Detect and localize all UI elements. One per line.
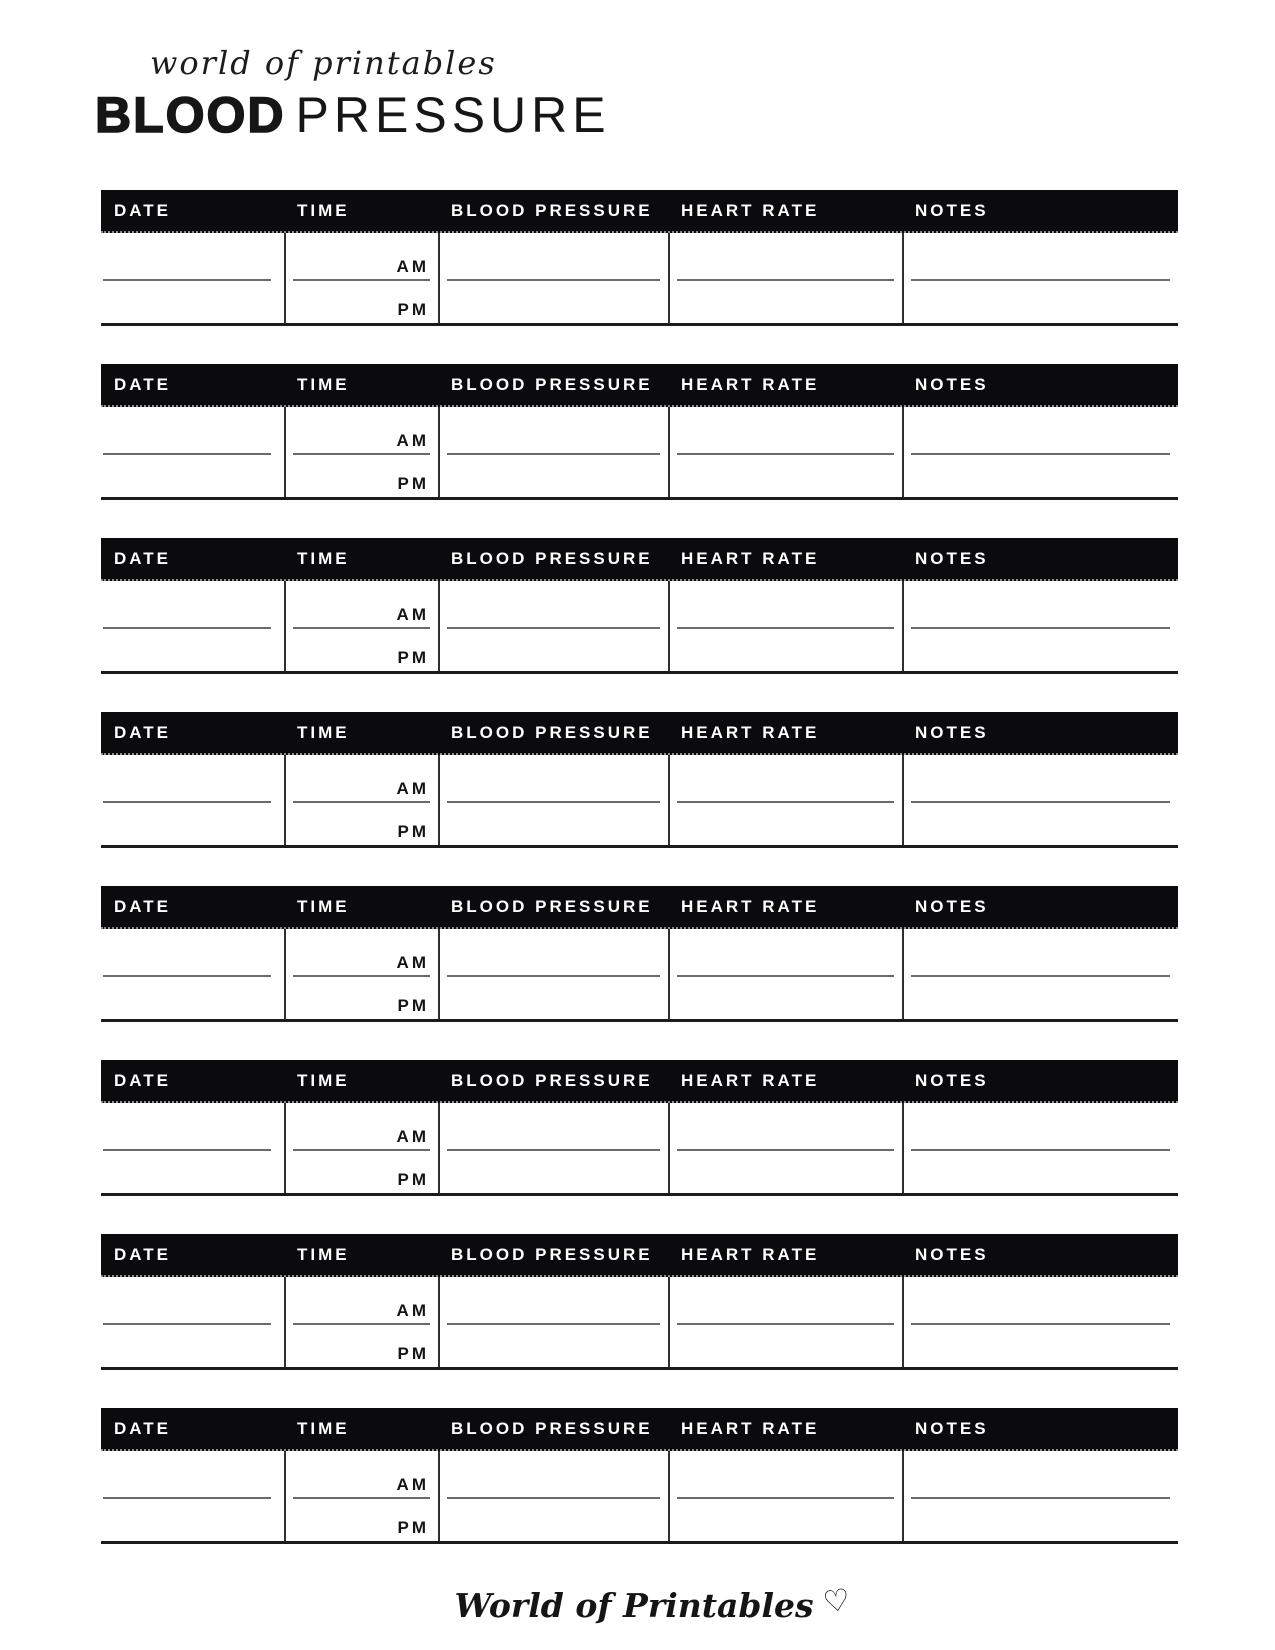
date-field-pm[interactable] xyxy=(101,280,284,323)
column-header-notes: NOTES xyxy=(915,200,989,220)
column-header-notes: NOTES xyxy=(915,722,989,742)
notes-column xyxy=(902,929,1178,1019)
blood-pressure-field-pm[interactable] xyxy=(440,976,668,1019)
notes-field-am[interactable] xyxy=(904,1277,1178,1324)
date-column xyxy=(101,1277,284,1367)
time-field-am[interactable] xyxy=(286,1103,438,1150)
notes-field-pm[interactable] xyxy=(904,1498,1178,1541)
heart-rate-field-am[interactable] xyxy=(670,581,902,628)
date-field-pm[interactable] xyxy=(101,1498,284,1541)
notes-field-am[interactable] xyxy=(904,1103,1178,1150)
heart-rate-field-am[interactable] xyxy=(670,1451,902,1498)
column-header-date: DATE xyxy=(114,1070,172,1090)
column-header-date: DATE xyxy=(114,722,172,742)
blood-pressure-field-pm[interactable] xyxy=(440,628,668,671)
blood-pressure-field-pm[interactable] xyxy=(440,1498,668,1541)
date-column xyxy=(101,581,284,671)
heart-rate-field-pm[interactable] xyxy=(670,1324,902,1367)
notes-field-pm[interactable] xyxy=(904,1324,1178,1367)
pm-label: PM xyxy=(397,1518,429,1537)
heart-rate-field-am[interactable] xyxy=(670,1103,902,1150)
time-field-am[interactable] xyxy=(286,407,438,454)
notes-column xyxy=(902,1103,1178,1193)
blood-pressure-column xyxy=(438,929,668,1019)
heart-rate-column xyxy=(668,1103,902,1193)
time-field-pm[interactable] xyxy=(286,628,438,671)
column-header-time: TIME xyxy=(297,896,350,916)
time-column xyxy=(284,581,438,671)
time-column xyxy=(284,233,438,323)
brand-script-logo: world of printables xyxy=(150,44,497,82)
am-label: AM xyxy=(396,779,429,798)
block-body xyxy=(101,1277,1178,1367)
time-column xyxy=(284,407,438,497)
blood-pressure-field-am[interactable] xyxy=(440,233,668,280)
date-field-pm[interactable] xyxy=(101,628,284,671)
heart-rate-column xyxy=(668,755,902,845)
block-body xyxy=(101,407,1178,497)
blood-pressure-field-am[interactable] xyxy=(440,1277,668,1324)
notes-field-am[interactable] xyxy=(904,929,1178,976)
column-header-time: TIME xyxy=(297,548,350,568)
pm-label: PM xyxy=(397,474,429,493)
column-header-blood-pressure: BLOOD PRESSURE xyxy=(451,1244,653,1264)
notes-field-am[interactable] xyxy=(904,581,1178,628)
column-header-date: DATE xyxy=(114,200,172,220)
blood-pressure-field-am[interactable] xyxy=(440,755,668,802)
block-header-bar xyxy=(101,364,1178,407)
column-header-blood-pressure: BLOOD PRESSURE xyxy=(451,1418,653,1438)
date-column xyxy=(101,1103,284,1193)
heart-rate-field-am[interactable] xyxy=(670,407,902,454)
date-field-am[interactable] xyxy=(101,1103,284,1150)
am-label: AM xyxy=(396,257,429,276)
block-body xyxy=(101,755,1178,845)
column-header-notes: NOTES xyxy=(915,896,989,916)
block-body xyxy=(101,581,1178,671)
pm-label: PM xyxy=(397,1170,429,1189)
heart-rate-column xyxy=(668,581,902,671)
time-column xyxy=(284,929,438,1019)
date-field-pm[interactable] xyxy=(101,1324,284,1367)
date-column xyxy=(101,929,284,1019)
date-field-am[interactable] xyxy=(101,929,284,976)
am-label: AM xyxy=(396,1475,429,1494)
date-field-pm[interactable] xyxy=(101,976,284,1019)
pm-label: PM xyxy=(397,996,429,1015)
time-field-am[interactable] xyxy=(286,1451,438,1498)
log-blocks-container xyxy=(101,190,1178,1582)
block-header-bar xyxy=(101,1234,1178,1277)
blood-pressure-field-am[interactable] xyxy=(440,1451,668,1498)
notes-field-pm[interactable] xyxy=(904,1150,1178,1193)
column-header-blood-pressure: BLOOD PRESSURE xyxy=(451,374,653,394)
heart-rate-field-pm[interactable] xyxy=(670,454,902,497)
column-header-date: DATE xyxy=(114,1418,172,1438)
heart-rate-field-pm[interactable] xyxy=(670,628,902,671)
blood-pressure-field-pm[interactable] xyxy=(440,1324,668,1367)
blood-pressure-field-am[interactable] xyxy=(440,581,668,628)
column-header-date: DATE xyxy=(114,374,172,394)
column-header-blood-pressure: BLOOD PRESSURE xyxy=(451,896,653,916)
column-header-notes: NOTES xyxy=(915,1070,989,1090)
column-header-notes: NOTES xyxy=(915,548,989,568)
column-header-heart-rate: HEART RATE xyxy=(681,896,820,916)
heart-rate-field-pm[interactable] xyxy=(670,1150,902,1193)
time-column xyxy=(284,1277,438,1367)
column-header-notes: NOTES xyxy=(915,1418,989,1438)
time-field-pm[interactable] xyxy=(286,1498,438,1541)
column-header-date: DATE xyxy=(114,548,172,568)
block-body xyxy=(101,929,1178,1019)
blood-pressure-column xyxy=(438,1103,668,1193)
blood-pressure-field-pm[interactable] xyxy=(440,280,668,323)
blood-pressure-column xyxy=(438,1451,668,1541)
column-header-blood-pressure: BLOOD PRESSURE xyxy=(451,200,653,220)
column-header-notes: NOTES xyxy=(915,1244,989,1264)
column-header-notes: NOTES xyxy=(915,374,989,394)
heart-rate-field-am[interactable] xyxy=(670,755,902,802)
notes-field-pm[interactable] xyxy=(904,802,1178,845)
heart-rate-field-pm[interactable] xyxy=(670,802,902,845)
block-header-bar xyxy=(101,538,1178,581)
notes-column xyxy=(902,755,1178,845)
am-label: AM xyxy=(396,1301,429,1320)
footer-logo xyxy=(0,1582,1275,1625)
time-field-am[interactable] xyxy=(286,755,438,802)
time-column xyxy=(284,755,438,845)
time-field-pm[interactable] xyxy=(286,1324,438,1367)
blood-pressure-field-pm[interactable] xyxy=(440,1150,668,1193)
bp-log-block xyxy=(101,1060,1178,1196)
am-label: AM xyxy=(396,953,429,972)
pm-label: PM xyxy=(397,300,429,319)
bp-log-block xyxy=(101,190,1178,326)
heart-rate-column xyxy=(668,1451,902,1541)
bp-log-block xyxy=(101,1408,1178,1544)
column-header-time: TIME xyxy=(297,200,350,220)
am-label: AM xyxy=(396,605,429,624)
page-title xyxy=(95,87,611,143)
heart-rate-column xyxy=(668,233,902,323)
time-field-am[interactable] xyxy=(286,929,438,976)
bp-log-block xyxy=(101,886,1178,1022)
column-header-heart-rate: HEART RATE xyxy=(681,200,820,220)
time-column xyxy=(284,1103,438,1193)
blood-pressure-field-am[interactable] xyxy=(440,1103,668,1150)
title-word-pressure: PRESSURE xyxy=(295,87,611,143)
notes-field-pm[interactable] xyxy=(904,628,1178,671)
blood-pressure-field-am[interactable] xyxy=(440,929,668,976)
heart-rate-column xyxy=(668,407,902,497)
notes-field-am[interactable] xyxy=(904,407,1178,454)
column-header-date: DATE xyxy=(114,1244,172,1264)
blood-pressure-field-pm[interactable] xyxy=(440,802,668,845)
column-header-heart-rate: HEART RATE xyxy=(681,374,820,394)
date-field-pm[interactable] xyxy=(101,802,284,845)
time-field-am[interactable] xyxy=(286,1277,438,1324)
column-header-time: TIME xyxy=(297,722,350,742)
blood-pressure-column xyxy=(438,755,668,845)
column-header-time: TIME xyxy=(297,1244,350,1264)
bp-log-block xyxy=(101,364,1178,500)
bp-log-block xyxy=(101,712,1178,848)
heart-rate-column xyxy=(668,929,902,1019)
block-header-bar xyxy=(101,1408,1178,1451)
notes-field-pm[interactable] xyxy=(904,280,1178,323)
pm-label: PM xyxy=(397,1344,429,1363)
blood-pressure-column xyxy=(438,581,668,671)
notes-field-am[interactable] xyxy=(904,1451,1178,1498)
notes-column xyxy=(902,1277,1178,1367)
heart-rate-field-pm[interactable] xyxy=(670,1498,902,1541)
date-field-am[interactable] xyxy=(101,1277,284,1324)
column-header-time: TIME xyxy=(297,1070,350,1090)
column-header-heart-rate: HEART RATE xyxy=(681,1244,820,1264)
title-word-blood: BLOOD xyxy=(95,87,286,143)
heart-rate-field-pm[interactable] xyxy=(670,280,902,323)
time-field-am[interactable] xyxy=(286,581,438,628)
heart-icon: ♡ xyxy=(820,1582,852,1621)
time-field-pm[interactable] xyxy=(286,802,438,845)
bp-log-block xyxy=(101,538,1178,674)
date-field-pm[interactable] xyxy=(101,1150,284,1193)
notes-field-am[interactable] xyxy=(904,755,1178,802)
pm-label: PM xyxy=(397,822,429,841)
date-field-am[interactable] xyxy=(101,233,284,280)
time-column xyxy=(284,1451,438,1541)
bp-log-block xyxy=(101,1234,1178,1370)
date-field-am[interactable] xyxy=(101,581,284,628)
notes-field-am[interactable] xyxy=(904,233,1178,280)
column-header-heart-rate: HEART RATE xyxy=(681,1418,820,1438)
pm-label: PM xyxy=(397,648,429,667)
column-header-blood-pressure: BLOOD PRESSURE xyxy=(451,1070,653,1090)
date-column xyxy=(101,233,284,323)
blood-pressure-field-pm[interactable] xyxy=(440,454,668,497)
time-field-pm[interactable] xyxy=(286,454,438,497)
notes-column xyxy=(902,407,1178,497)
footer-script-text: World of Printables xyxy=(454,1586,814,1625)
date-column xyxy=(101,755,284,845)
notes-column xyxy=(902,1451,1178,1541)
blood-pressure-column xyxy=(438,407,668,497)
date-column xyxy=(101,1451,284,1541)
block-body xyxy=(101,233,1178,323)
column-header-blood-pressure: BLOOD PRESSURE xyxy=(451,548,653,568)
column-header-heart-rate: HEART RATE xyxy=(681,548,820,568)
notes-field-pm[interactable] xyxy=(904,976,1178,1019)
block-header-bar xyxy=(101,886,1178,929)
time-field-pm[interactable] xyxy=(286,280,438,323)
am-label: AM xyxy=(396,1127,429,1146)
column-header-time: TIME xyxy=(297,1418,350,1438)
date-field-am[interactable] xyxy=(101,755,284,802)
column-header-heart-rate: HEART RATE xyxy=(681,722,820,742)
blood-pressure-field-am[interactable] xyxy=(440,407,668,454)
column-header-blood-pressure: BLOOD PRESSURE xyxy=(451,722,653,742)
time-field-am[interactable] xyxy=(286,233,438,280)
blood-pressure-column xyxy=(438,233,668,323)
heart-rate-field-am[interactable] xyxy=(670,1277,902,1324)
time-field-pm[interactable] xyxy=(286,1150,438,1193)
am-label: AM xyxy=(396,431,429,450)
date-field-am[interactable] xyxy=(101,407,284,454)
block-body xyxy=(101,1451,1178,1541)
block-header-bar xyxy=(101,712,1178,755)
column-header-date: DATE xyxy=(114,896,172,916)
heart-rate-column xyxy=(668,1277,902,1367)
date-column xyxy=(101,407,284,497)
heart-rate-field-am[interactable] xyxy=(670,929,902,976)
notes-column xyxy=(902,233,1178,323)
time-field-pm[interactable] xyxy=(286,976,438,1019)
block-header-bar xyxy=(101,190,1178,233)
block-body xyxy=(101,1103,1178,1193)
blood-pressure-column xyxy=(438,1277,668,1367)
heart-rate-field-am[interactable] xyxy=(670,233,902,280)
notes-field-pm[interactable] xyxy=(904,454,1178,497)
column-header-time: TIME xyxy=(297,374,350,394)
notes-column xyxy=(902,581,1178,671)
block-header-bar xyxy=(101,1060,1178,1103)
heart-rate-field-pm[interactable] xyxy=(670,976,902,1019)
column-header-heart-rate: HEART RATE xyxy=(681,1070,820,1090)
date-field-pm[interactable] xyxy=(101,454,284,497)
date-field-am[interactable] xyxy=(101,1451,284,1498)
